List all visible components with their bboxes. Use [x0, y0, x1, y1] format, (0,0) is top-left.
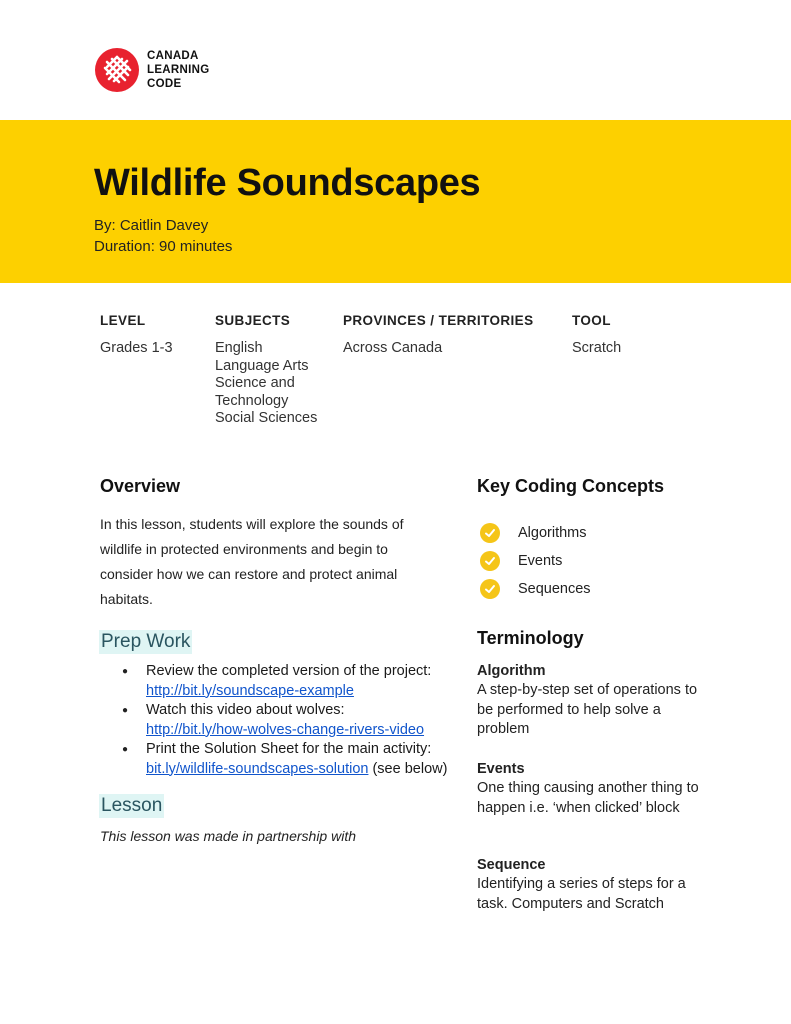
- list-item: [480, 519, 591, 547]
- meta-subjects: [215, 313, 317, 428]
- concept-label: Sequences: [518, 581, 591, 597]
- list-item: [100, 662, 480, 701]
- meta-subject-value: English: [215, 340, 263, 356]
- term-name: Algorithm: [477, 663, 546, 679]
- concept-label: Algorithms: [518, 525, 587, 541]
- meta-subject-value: Social Sciences: [215, 410, 318, 426]
- terminology-heading: Terminology: [477, 628, 584, 648]
- meta-level-value: Grades 1-3: [100, 340, 173, 356]
- term-definition: One thing causing another thing to happen i.e. ‘when clicked’ block: [477, 780, 699, 816]
- meta-level-heading: LEVEL: [100, 313, 146, 328]
- term-definition: A step-by-step set of operations to be performed to help solve a problem: [477, 682, 698, 737]
- concept-label: Events: [518, 553, 563, 569]
- meta-provinces: [343, 313, 533, 358]
- meta-subject-value: Language Arts: [215, 357, 309, 374]
- term-events: [477, 759, 717, 818]
- term-definition: Identifying a series of steps for a task. Computers and Scratch: [477, 876, 686, 912]
- brand-mark-icon: [95, 48, 139, 92]
- prep-work-list: [100, 662, 480, 779]
- solution-sheet-link[interactable]: bit.ly/wildlife-soundscapes-solution: [146, 760, 369, 777]
- meta-subjects-heading: SUBJECTS: [215, 313, 291, 328]
- meta-subjects-values: [215, 340, 317, 428]
- soundscape-example-link[interactable]: http://bit.ly/soundscape-example: [146, 682, 354, 699]
- prep-work-heading: Prep Work: [101, 631, 191, 652]
- meta-tool-values: [572, 340, 621, 358]
- wolves-video-link[interactable]: http://bit.ly/how-wolves-change-rivers-video: [146, 721, 425, 738]
- brand-line-1: CANADA: [147, 50, 199, 62]
- list-item: [100, 701, 480, 740]
- meta-province-value: Across Canada: [343, 340, 443, 356]
- list-item: [480, 575, 591, 603]
- meta-tool-heading: TOOL: [572, 313, 611, 328]
- meta-level: [100, 313, 173, 358]
- prep-item-text: Review the completed version of the project:: [146, 663, 432, 679]
- check-icon: [480, 551, 500, 571]
- meta-level-values: [100, 340, 173, 358]
- page-title: Wildlife Soundscapes: [94, 162, 481, 204]
- partner-note: This lesson was made in partnership with: [100, 828, 357, 844]
- key-concepts-list: [480, 519, 591, 603]
- title-banner: [0, 120, 791, 283]
- meta-subject-value: Science and: [215, 375, 295, 391]
- lesson-heading: Lesson: [101, 795, 163, 816]
- brand-line-3: CODE: [147, 78, 182, 90]
- prep-item-text: Print the Solution Sheet for the main activity:: [146, 741, 432, 757]
- meta-provinces-heading: PROVINCES / TERRITORIES: [343, 313, 534, 328]
- meta-subject-value: Technology: [215, 392, 289, 409]
- check-icon: [480, 579, 500, 599]
- brand-logo: [95, 48, 209, 92]
- prep-item-text: Watch this video about wolves:: [146, 702, 345, 718]
- duration: Duration: 90 minutes: [94, 238, 233, 255]
- term-name: Events: [477, 761, 525, 777]
- overview-text: In this lesson, students will explore the sounds of wildlife in protected environments and begin to consider how we can restore and protect animal habitats.: [100, 516, 404, 607]
- prep-item-suffix: (see below): [368, 760, 448, 777]
- list-item: [480, 547, 591, 575]
- brand-line-2: LEARNING: [147, 64, 210, 76]
- meta-tool-value: Scratch: [572, 340, 622, 356]
- term-algorithm: [477, 661, 717, 740]
- author: By: Caitlin Davey: [94, 217, 209, 234]
- term-sequence: [477, 855, 717, 914]
- overview-heading: Overview: [100, 476, 181, 496]
- brand-wordmark: [147, 49, 209, 91]
- meta-provinces-values: [343, 340, 533, 358]
- meta-tool: [572, 313, 621, 358]
- key-concepts-heading: Key Coding Concepts: [477, 476, 665, 496]
- byline: [94, 215, 232, 257]
- check-icon: [480, 523, 500, 543]
- term-name: Sequence: [477, 857, 546, 873]
- list-item: [100, 740, 480, 779]
